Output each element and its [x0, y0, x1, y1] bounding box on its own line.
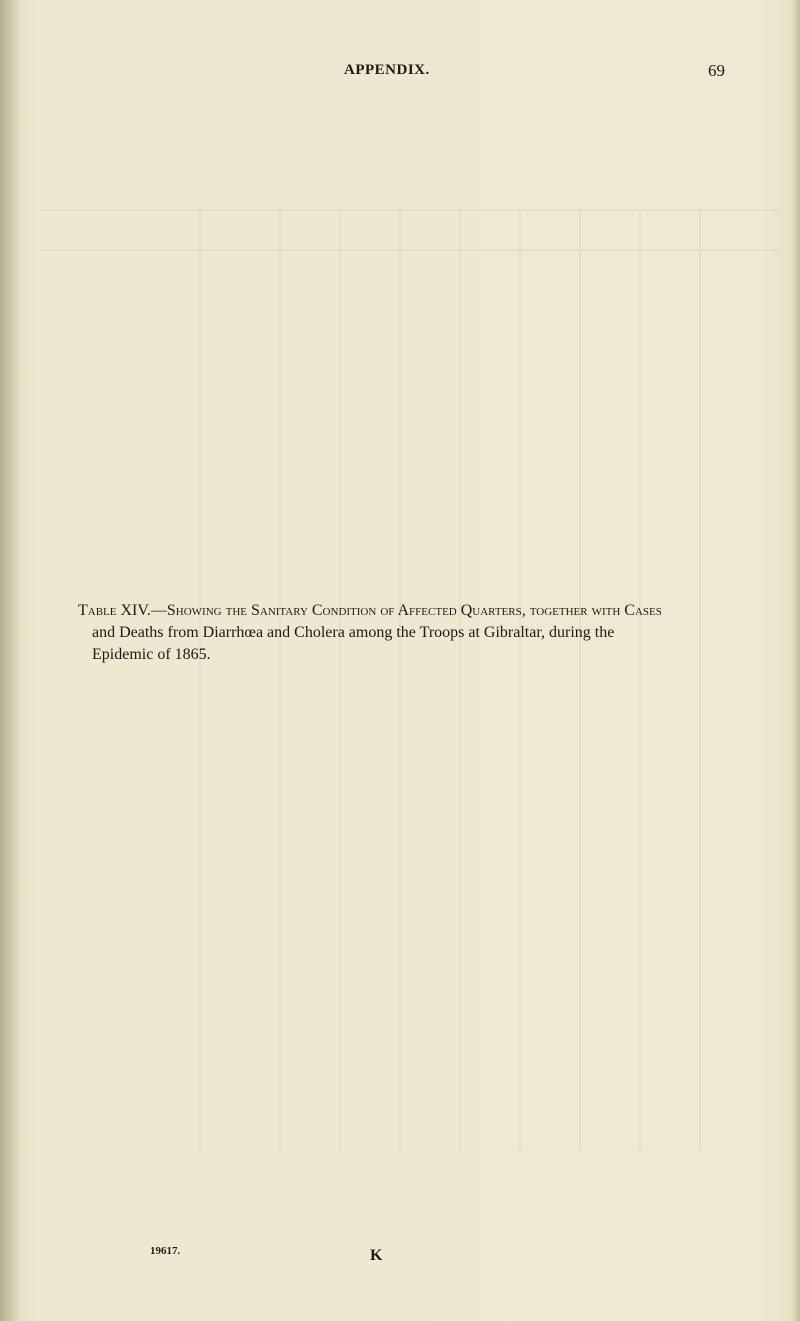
show-through-table-rules: [40, 150, 780, 1200]
table-caption: [78, 600, 718, 666]
signature-number: 19617.: [150, 1245, 181, 1257]
caption-line-1: [78, 600, 718, 622]
table-label: Table XIV.: [78, 602, 151, 619]
caption-line-2: and Deaths from Diarrhœa and Cholera among the Troops at Gibraltar, during the: [92, 624, 615, 641]
page-number: 69: [708, 61, 725, 80]
spine-shadow: [0, 0, 22, 1321]
running-title: APPENDIX.: [344, 62, 430, 78]
signature-letter: K: [370, 1247, 383, 1264]
caption-text-1: —Showing the Sanitary Condition of Affected Quarters, together with Cases: [150, 602, 662, 619]
page-edge: [792, 0, 800, 1321]
running-head: [0, 62, 800, 86]
caption-line-3: Epidemic of 1865.: [92, 646, 211, 663]
